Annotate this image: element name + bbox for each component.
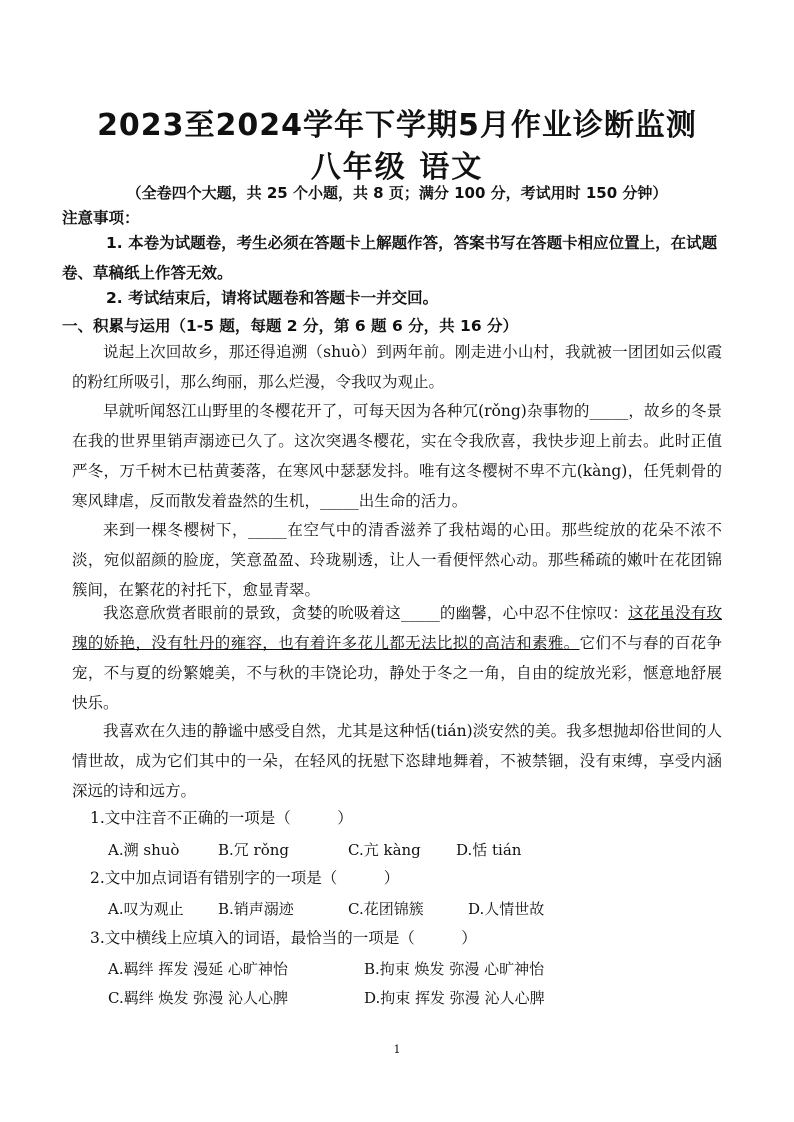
question-2-stem: 2.文中加点词语有错别字的一项是（ ） xyxy=(90,869,400,887)
section-1-heading: 一、积累与运用（1-5 题，每题 2 分，第 6 题 6 分，共 16 分） xyxy=(62,317,518,335)
q3-option-a: A.羁绊 挥发 漫延 心旷神怡 xyxy=(108,960,288,978)
p4-text-after: 它们不与春的百花争宠，不与夏的纷繁媲美，不与秋的丰饶论功，静处于冬之一角，自由的绽放光彩，惬意地舒展快乐。 xyxy=(72,634,722,712)
q2-option-c: C.花团锦簇 xyxy=(348,900,424,918)
notice-item-1: 1. 本卷为试题卷，考生必须在答题卡上解题作答，答案书写在答题卡相应位置上，在试题卷、草稿纸上作答无效。 xyxy=(62,234,718,282)
q1-option-a: A.溯 shuò xyxy=(108,841,180,859)
exam-title: 2023至2024学年下学期5月作业诊断监测 xyxy=(97,108,697,143)
exam-subject: 八年级 语文 xyxy=(310,150,484,185)
q3-option-b: B.拘束 焕发 弥漫 心旷神怡 xyxy=(364,960,545,978)
q3-option-d: D.拘束 挥发 弥漫 沁人心脾 xyxy=(364,989,545,1007)
notice-item-2: 2. 考试结束后，请将试题卷和答题卡一并交回。 xyxy=(106,289,439,307)
exam-info: （全卷四个大题，共 25 个小题，共 8 页；满分 100 分，考试用时 150 分钟） xyxy=(126,184,668,202)
passage-paragraph-5: 我喜欢在久违的静谧中感受自然，尤其是这种恬(tián)淡安然的美。我多想抛却俗世间的人情世故，成为它们其中的一朵，在轻风的抚慰下恣肆地舞着，不被禁锢，没有束缚，享受内涵深远的诗和远方。 xyxy=(72,722,722,800)
q1-option-b: B.冗 rǒng xyxy=(218,841,290,859)
passage-paragraph-4 xyxy=(72,598,722,718)
passage-paragraph-3: 来到一棵冬樱树下，_____在空气中的清香滋养了我枯竭的心田。那些绽放的花朵不浓不淡，宛似韶颜的脸庞，笑意盈盈、玲珑剔透，让人一看便怦然心动。那些稀疏的嫩叶在花团锦簇间，在繁花的衬托下，愈显青翠。 xyxy=(72,521,722,599)
q1-option-c: C.亢 kàng xyxy=(348,841,421,859)
question-1-stem: 1.文中注音不正确的一项是（ ） xyxy=(90,809,353,827)
q2-option-a: A.叹为观止 xyxy=(108,900,184,918)
p4-underlined-sentence: 这花虽没有玫瑰的娇艳，没有牡丹的雍容，也有着许多花儿都无法比拟的高洁和素雅。 xyxy=(72,604,722,652)
q3-option-c: C.羁绊 焕发 弥漫 沁人心脾 xyxy=(108,989,289,1007)
passage-paragraph-1: 说起上次回故乡，那还得追溯（shuò）到两年前。刚走进小山村，我就被一团团如云似霞的粉红所吸引，那么绚丽，那么烂漫，令我叹为观止。 xyxy=(72,343,722,391)
q2-option-b: B.销声溺迹 xyxy=(218,900,294,918)
p4-text-before: 我恣意欣赏者眼前的景致，贪婪的吮吸着这_____的幽馨，心中忍不住惊叹： xyxy=(103,604,629,622)
q2-option-d: D.人情世故 xyxy=(468,900,545,918)
question-3-stem: 3.文中横线上应填入的词语，最恰当的一项是（ ） xyxy=(90,929,477,947)
page-number: 1 xyxy=(393,1043,401,1056)
q1-option-d: D.恬 tián xyxy=(456,841,522,859)
passage-paragraph-2: 早就听闻怒江山野里的冬樱花开了，可每天因为各种冗(rǒng)杂事物的_____，故乡的冬景在我的世界里销声溺迹已久了。这次突遇冬樱花，实在令我欣喜，我快步迎上前去。此时正值严冬，万千树木已枯黄萎落，在寒风中瑟瑟发抖。唯有这冬樱树不卑不亢(kàng)，任凭刺骨的寒风肆虐，反而散发着盎然的生机，_____出生命的活力。 xyxy=(72,402,722,510)
notice-heading: 注意事项： xyxy=(62,209,140,227)
